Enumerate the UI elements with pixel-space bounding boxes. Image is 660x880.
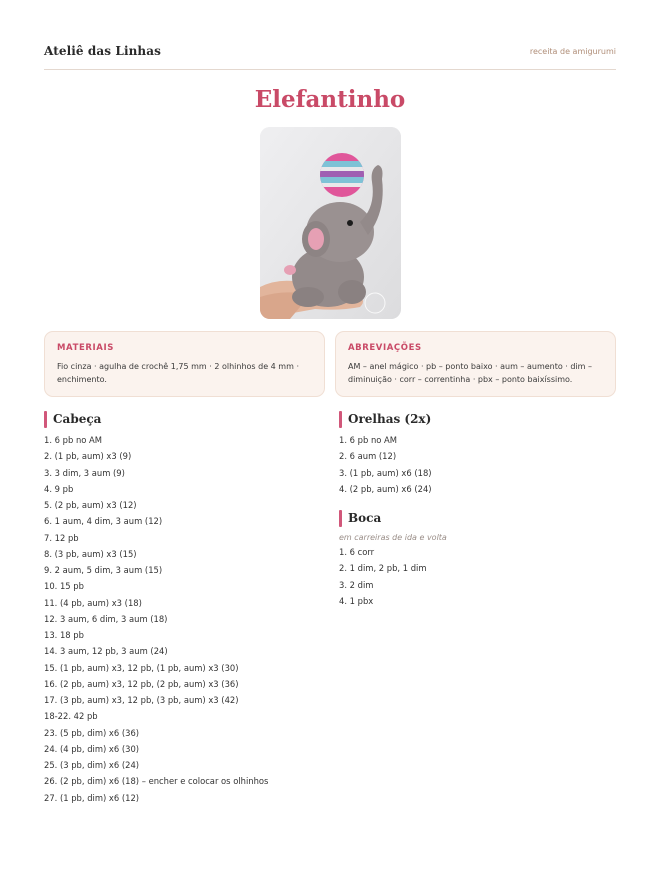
instruction-row: 1. 6 pb no AM [44,435,102,445]
instruction-row: 13. 18 pb [44,630,84,640]
instruction-row: 12. 3 aum, 6 dim, 3 aum (18) [44,613,168,624]
instruction-row: 26. (2 pb, dim) x6 (18) – encher e colocar os olhinhos [44,776,269,787]
instruction-row: 25. (3 pb, dim) x6 (24) [44,760,140,770]
abbreviations-title: ABREVIAÇÕES [348,343,422,353]
instruction-row: 2. 1 dim, 2 pb, 1 dim [339,563,427,574]
instruction-row: 2. (1 pb, aum) x3 (9) [44,451,132,462]
abbreviations-text: AM – anel mágico · pb – ponto baixo · aum – aumento · dim – diminuição · corr – correntinha · pbx – ponto baixíssimo. [348,362,593,384]
instruction-row: 10. 15 pb [44,581,84,592]
elephant-amigurumi-image [260,127,401,319]
instruction-row: 5. (2 pb, aum) x3 (12) [44,500,137,510]
instruction-row: 8. (3 pb, aum) x3 (15) [44,548,137,559]
instruction-row: 6. 1 aum, 4 dim, 3 aum (12) [44,516,163,527]
instruction-row: 7. 12 pb [44,532,79,543]
instruction-row: 1. 6 pb no AM [339,435,397,445]
instruction-row: 24. (4 pb, dim) x6 (30) [44,743,140,754]
rows-cabeca [44,432,324,806]
instruction-row: 18-22. 42 pb [44,711,98,722]
instruction-row: 27. (1 pb, dim) x6 (12) [44,792,140,803]
instruction-row: 17. (3 pb, aum) x3, 12 pb, (3 pb, aum) x3 (42) [44,695,239,705]
instruction-row: 1. 6 corr [339,547,375,557]
section-heading [339,509,619,527]
accent-bar [44,411,47,428]
instruction-row: 4. 9 pb [44,483,74,494]
header-tag: receita de amigurumi [529,47,616,56]
section-title-boca: Boca [348,511,382,525]
instruction-row: 9. 2 aum, 5 dim, 3 aum (15) [44,565,163,575]
instruction-row: 11. (4 pb, aum) x3 (18) [44,597,142,608]
instruction-row: 4. 1 pbx [339,595,374,606]
section-title-orelhas: Orelhas (2x) [348,412,432,426]
instruction-row: 14. 3 aum, 12 pb, 3 aum (24) [44,646,168,657]
instruction-row: 3. 2 dim [339,579,374,590]
section-orelhas [339,410,619,497]
section-note-boca: em carreiras de ida e volta [339,533,447,542]
brand-name: Ateliê das Linhas [44,44,161,58]
instruction-row: 2. 6 aum (12) [339,451,397,462]
accent-bar [339,411,342,428]
section-cabeca [44,410,324,806]
materials-text: Fio cinza · agulha de crochê 1,75 mm · 2 olhinhos de 4 mm · enchimento. [57,362,299,384]
section-title-cabeca: Cabeça [53,412,102,426]
abbreviations-box [335,331,616,397]
section-heading [339,410,619,428]
pattern-title: Elefantinho [254,86,406,113]
instruction-row: 23. (5 pb, dim) x6 (36) [44,727,140,738]
instruction-row: 16. (2 pb, aum) x3, 12 pb, (2 pb, aum) x3 (36) [44,678,239,689]
rows-orelhas [339,432,619,497]
section-heading [44,410,324,428]
rows-boca [339,544,619,609]
instruction-row: 3. 3 dim, 3 aum (9) [44,467,125,478]
accent-bar [339,510,342,527]
instruction-row: 4. (2 pb, aum) x6 (24) [339,483,432,494]
materials-box [44,331,325,397]
elephant-photo [260,127,401,319]
page-header [44,44,616,70]
instruction-row: 15. (1 pb, aum) x3, 12 pb, (1 pb, aum) x3 (30) [44,662,239,673]
instruction-row: 3. (1 pb, aum) x6 (18) [339,467,432,478]
section-boca [339,509,619,609]
materials-title: MATERIAIS [57,343,114,353]
